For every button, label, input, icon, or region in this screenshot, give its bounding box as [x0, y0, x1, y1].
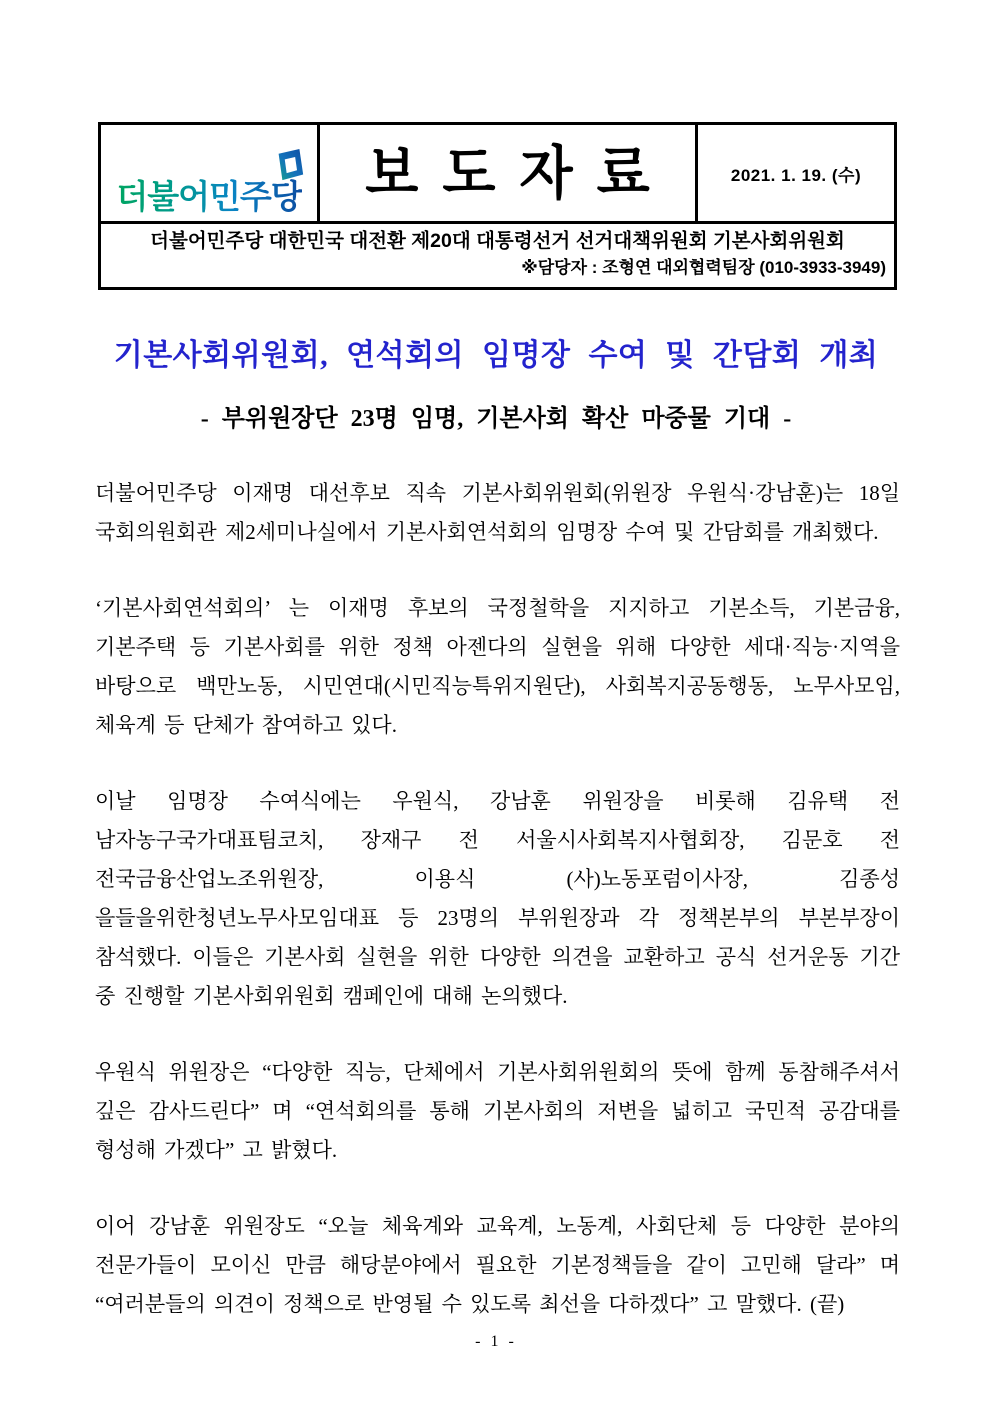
paragraph: 더불어민주당 이재명 대선후보 직속 기본사회위원회(위원장 우원식·강남훈)는 18일 국회의원회관 제2세미나실에서 기본사회연석회의 임명장 수여 및 간담회를 개최했다. — [95, 481, 900, 544]
page-number: - 1 - — [475, 1333, 517, 1350]
article-title: 기본사회위원회, 연석회의 임명장 수여 및 간담회 개최 — [113, 339, 879, 372]
release-date: 2021. 1. 19. (수) — [730, 165, 862, 185]
paragraph: 이어 강남훈 위원장도 “오늘 체육계와 교육계, 노동계, 사회단체 등 다양한 분야의 전문가들이 모이신 만큼 해당분야에서 필요한 기본정책들을 같이 고민해 달라” 며 “여러분들의 의견이 정책으로 반영될 수 있도록 최선을 다하겠다” 고 말했다. (끝) — [95, 1214, 900, 1316]
header-bottom-row — [101, 224, 894, 287]
party-logo-cell — [101, 125, 320, 221]
header-top-row — [101, 125, 894, 224]
article-body — [95, 474, 900, 1361]
press-release-title: 보도자료 — [365, 139, 674, 206]
press-release-title-cell — [320, 125, 698, 221]
article-subtitle: - 부위원장단 23명 임명, 기본사회 확산 마중물 기대 - — [200, 406, 792, 432]
paragraph: 이날 임명장 수여식에는 우원식, 강남훈 위원장을 비롯해 김유택 전 남자농구국가대표팀코치, 장재구 전 서울시사회복지사협회장, 김문호 전 전국금융산업노조위원장, 이용식 (사)노동포럼이사장, 김종성 을들을위한청년노무사모임대표 등 23명의 부위원장과 각 정책본부의 부본부장이 참석했다. 이들은 기본사회 실현을 위한 다양한 의견을 교환하고 공식 선거운동 기간 중 진행할 기본사회위원회 캠페인에 대해 논의했다. — [95, 789, 900, 1008]
date-cell — [698, 125, 894, 221]
party-logo-text: 더불어민주당 — [116, 178, 302, 215]
organization-line: 더불어민주당 대한민국 대전환 제20대 대통령선거 선거대책위원회 기본사회위원회 — [150, 230, 845, 252]
contact-line: ※담당자 : 조형연 대외협력팀장 (010-3933-3949) — [521, 258, 886, 277]
paragraph: ‘기본사회연석회의’ 는 이재명 후보의 국정철학을 지지하고 기본소득, 기본금융, 기본주택 등 기본사회를 위한 정책 아젠다의 실현을 위해 다양한 세대·직능·지역을 바탕으로 백만노동, 시민연대(시민직능특위지원단), 사회복지공동행동, 노무사모임, 체육계 등 단체가 참여하고 있다. — [95, 596, 900, 737]
party-flag-icon — [272, 147, 306, 185]
paragraph: 우원식 위원장은 “다양한 직능, 단체에서 기본사회위원회의 뜻에 함께 동참해주셔서 깊은 감사드린다” 며 “연석회의를 통해 기본사회의 저변을 넓히고 국민적 공감대를 형성해 가겠다” 고 밝혔다. — [95, 1060, 900, 1162]
header-table — [98, 122, 897, 290]
party-logo — [116, 180, 301, 213]
